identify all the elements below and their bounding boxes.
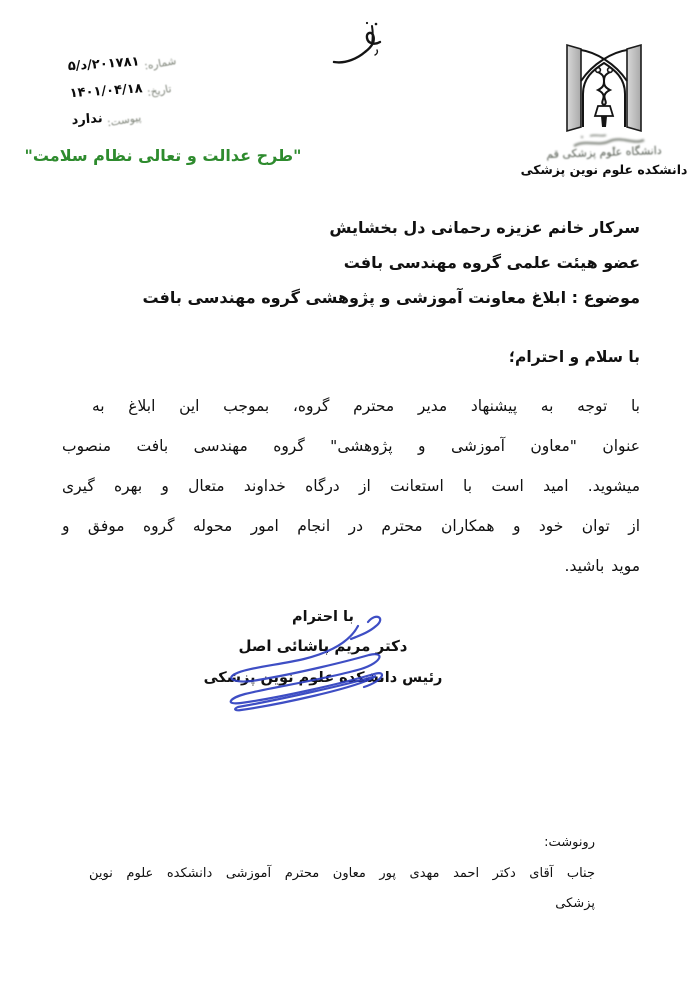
body-line: از توان خود و همکاران محترم در انجام امور محوله گروه موفق و (62, 517, 640, 535)
recipient-role: عضو هیئت علمی گروه مهندسی بافت (343, 253, 640, 272)
signature-closing: با احترام (292, 609, 354, 625)
university-logo (512, 42, 696, 177)
faculty-name-text: دانشکده علوم نوین پزشکی (520, 162, 688, 177)
date-label: تاریخ: (146, 82, 173, 100)
body-line: موید باشید. (564, 557, 640, 575)
bismillah-calligraphy-icon (330, 20, 386, 68)
copy-to-line: جناب آقای دکتر احمد مهدی پور معاون محترم آموزشی دانشکده علوم نوین (89, 865, 595, 881)
recipient-name: سرکار خانم عزیزه رحمانی دل بخشایش (329, 218, 640, 237)
body-line: با توجه به پیشنهاد مدیر محترم گروه، بموجب این ابلاغ به (92, 397, 640, 415)
health-equity-slogan: "طرح عدالت و تعالی نظام سلامت" (24, 146, 302, 165)
salutation: با سلام و احترام؛ (508, 348, 640, 366)
signature-block (178, 603, 468, 694)
attachment-label: پیوست: (106, 111, 143, 130)
letterhead-meta (67, 49, 222, 140)
letter-body (62, 386, 640, 586)
university-script-text: دانشگاه علوم پزشکی قم (546, 143, 662, 162)
date-value: ۱۴۰۱/۰۴/۱۸ (69, 81, 144, 102)
copy-to-block (89, 828, 595, 920)
attachment-value: ندارد (71, 111, 104, 129)
body-line: میشوید. امید است با استعانت از درگاه خداوند متعال و بهره گیری (62, 477, 640, 495)
signatory-name: دکتر مریم پاشائی اصل (238, 637, 408, 655)
recipient-block (60, 210, 640, 315)
copy-to-line: پزشکی (555, 896, 595, 911)
signatory-title: رئیس دانشکده علوم نوین پزشکی (203, 670, 443, 686)
university-emblem-icon (560, 42, 648, 134)
copy-to-label: رونوشت: (544, 835, 595, 850)
subject-line: موضوع : ابلاغ معاونت آموزشی و پژوهشی گروه مهندسی بافت (142, 288, 640, 307)
number-label: شماره: (143, 55, 177, 73)
number-value: ۲۰۱۷۸۱/د/۵ (67, 54, 140, 75)
body-line: عنوان "معاون آموزشی و پژوهشی" گروه مهندسی بافت منصوب (62, 437, 640, 455)
